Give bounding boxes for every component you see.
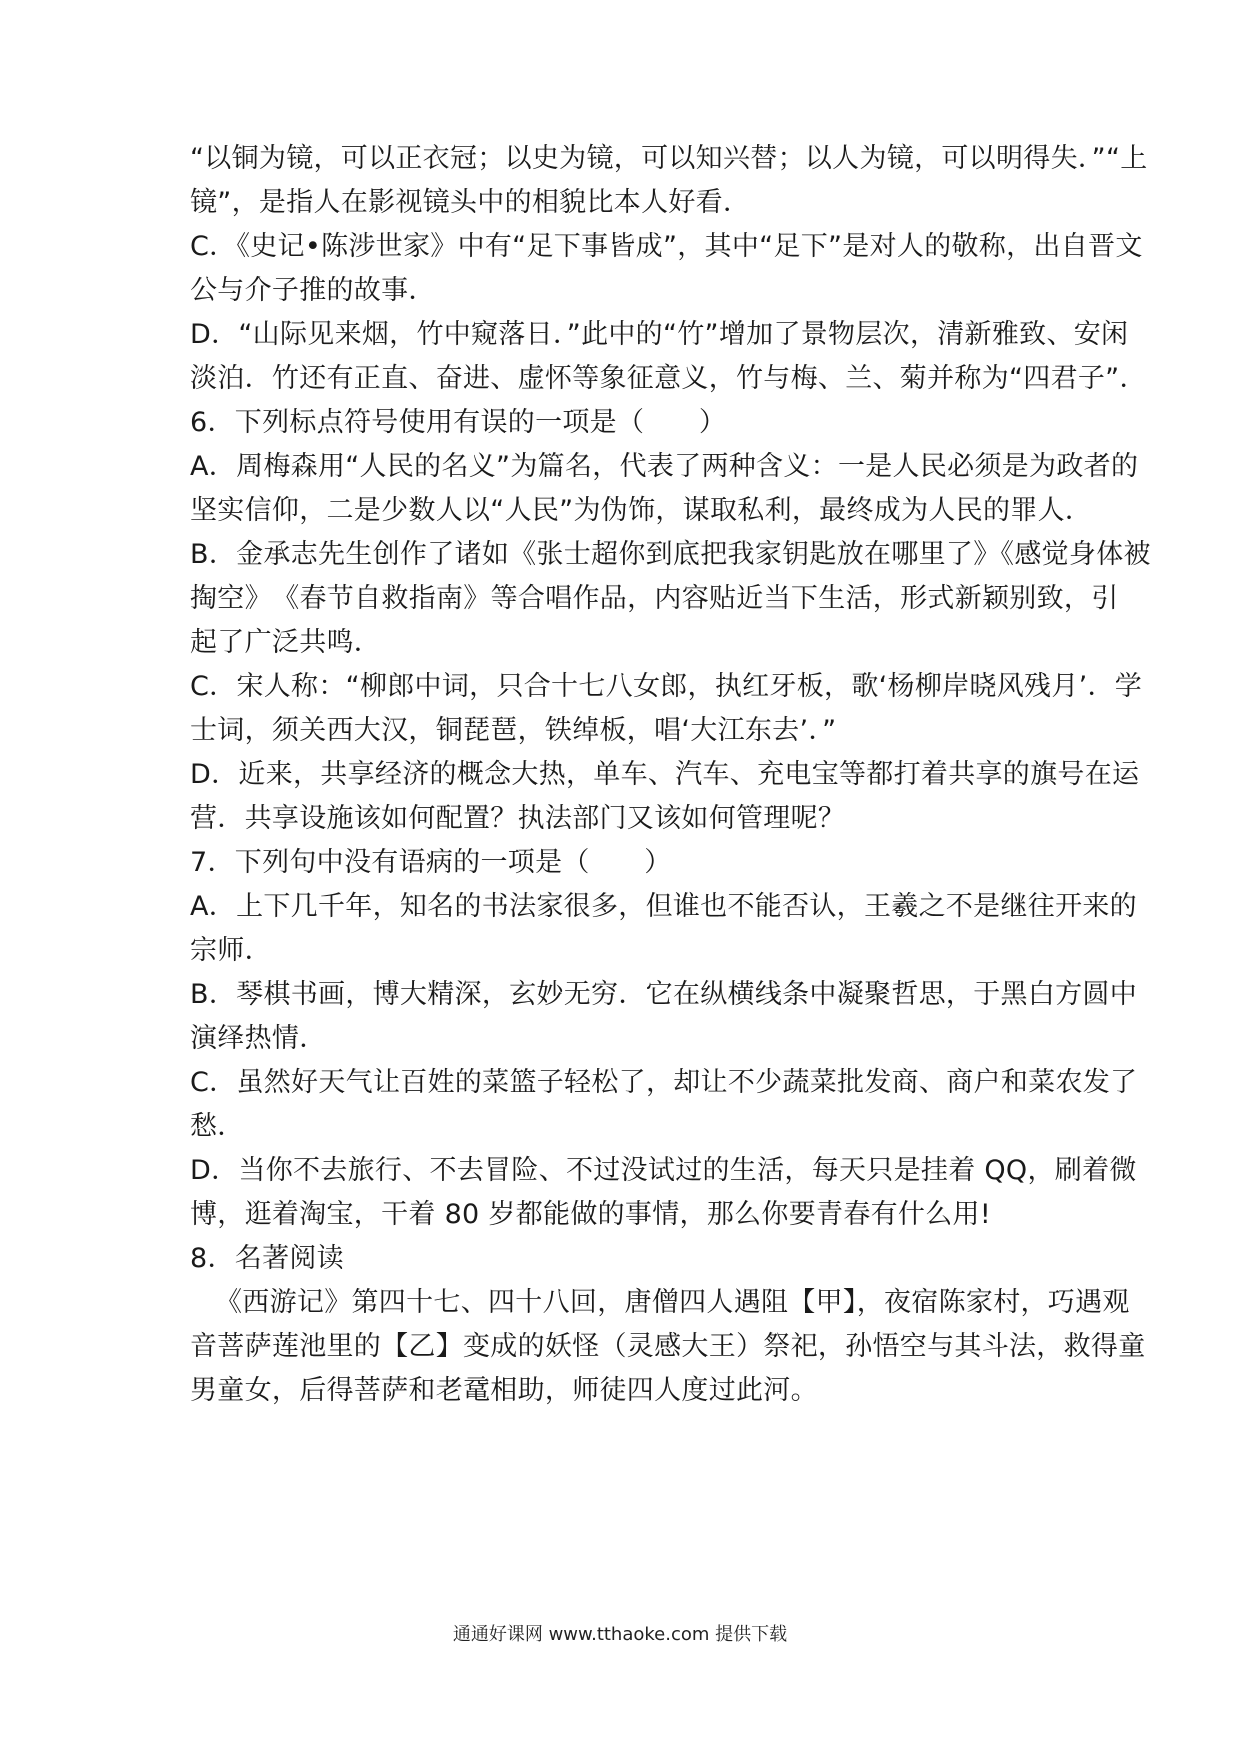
- page-footer: 通通好课网 www.tthaoke.com 提供下载: [452, 1624, 788, 1645]
- text-line: “以铜为镜，可以正衣冠；以史为镜，可以知兴替；以人为镜，可以明得失．”“上: [190, 143, 1148, 174]
- question-6-title: 6．下列标点符号使用有误的一项是（ ）: [190, 407, 727, 438]
- text-line: 起了广泛共鸣．: [190, 627, 382, 658]
- text-line: C．宋人称：“柳郎中词，只合十七八女郎，执红牙板，歌‘杨柳岸晓风残月’．学: [190, 671, 1143, 702]
- text-line: 博，逛着淘宝，干着 80 岁都能做的事情，那么你要青春有什么用!: [190, 1199, 991, 1230]
- text-line: C．虽然好天气让百姓的菜篮子轻松了，却让不少蔬菜批发商、商户和菜农发了: [190, 1067, 1138, 1098]
- text-line: 演绎热情．: [190, 1023, 327, 1054]
- question-8-title: 8．名著阅读: [190, 1243, 344, 1274]
- text-line: 愁．: [190, 1111, 245, 1142]
- text-line: 淡泊．竹还有正直、奋进、虚怀等象征意义，竹与梅、兰、菊并称为“四君子”．: [190, 363, 1147, 394]
- text-line: D．近来，共享经济的概念大热，单车、汽车、充电宝等都打着共享的旗号在运: [190, 759, 1140, 790]
- text-line: B．金承志先生创作了诸如《张士超你到底把我家钥匙放在哪里了》《感觉身体被: [190, 539, 1151, 570]
- text-line: 坚实信仰，二是少数人以“人民”为伪饰，谋取私利，最终成为人民的罪人．: [190, 495, 1093, 526]
- text-line: D．当你不去旅行、不去冒险、不过没试过的生活，每天只是挂着 QQ，刷着微: [190, 1155, 1137, 1186]
- text-line: A．上下几千年，知名的书法家很多，但谁也不能否认，王羲之不是继往开来的: [190, 891, 1137, 922]
- text-line: D．“山际见来烟，竹中窥落日．”此中的“竹”增加了景物层次，清新雅致、安闲: [190, 319, 1129, 350]
- text-line: 士词，须关西大汉，铜琵琶，铁绰板，唱‘大江东去’．”: [190, 715, 837, 746]
- text-line: 镜”，是指人在影视镜头中的相貌比本人好看．: [190, 187, 751, 218]
- text-line: 掏空》 《春节自救指南》等合唱作品，内容贴近当下生活，形式新颖别致，引: [190, 583, 1119, 614]
- text-line: 音菩萨莲池里的【乙】变成的妖怪（灵感大王）祭祀，孙悟空与其斗法，救得童: [190, 1331, 1146, 1362]
- text-line: 营．共享设施该如何配置？执法部门又该如何管理呢？: [190, 803, 846, 834]
- text-line: 公与介子推的故事．: [190, 275, 436, 306]
- text-line: 男童女，后得菩萨和老鼋相助，师徒四人度过此河。: [190, 1375, 818, 1406]
- text-line: A．周梅森用“人民的名义”为篇名，代表了两种含义：一是人民必须是为政者的: [190, 451, 1139, 482]
- text-line: C．《史记•陈涉世家》中有“足下事皆成”，其中“足下”是对人的敬称，出自晋文: [190, 231, 1143, 262]
- text-line: B．琴棋书画，博大精深，玄妙无穷．它在纵横线条中凝聚哲思，于黑白方圆中: [190, 979, 1138, 1010]
- question-7-title: 7．下列句中没有语病的一项是（ ）: [190, 847, 672, 878]
- text-line: 《西游记》第四十七、四十八回，唐僧四人遇阻【甲】，夜宿陈家村，巧遇观: [215, 1287, 1130, 1318]
- text-line: 宗师．: [190, 935, 272, 966]
